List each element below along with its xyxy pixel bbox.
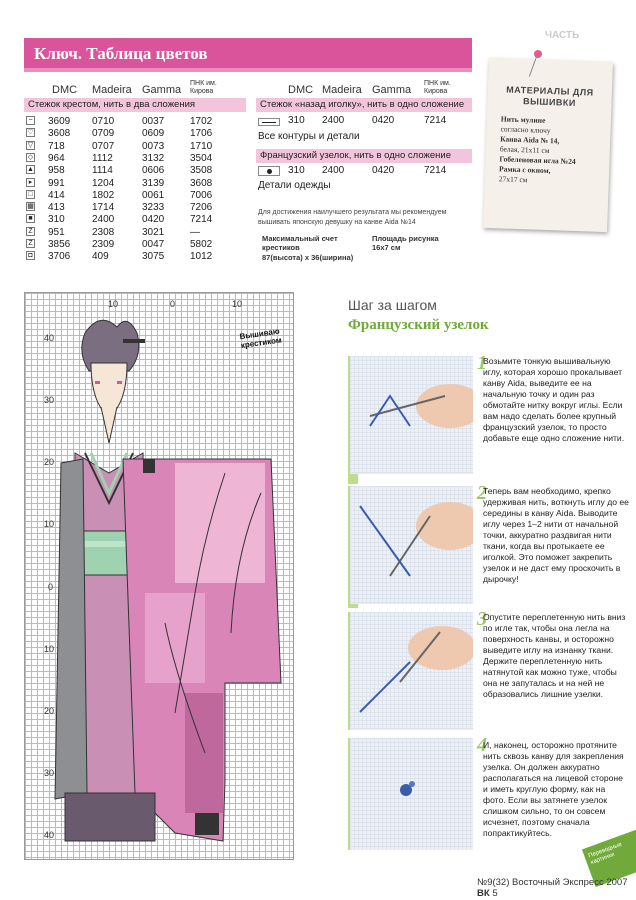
materials-line: согласно ключу bbox=[500, 124, 551, 136]
dmc-code: 413 bbox=[48, 202, 65, 214]
color-row bbox=[26, 116, 246, 128]
color-symbol: ■ bbox=[26, 214, 35, 223]
madeira-code: 1714 bbox=[92, 202, 115, 214]
pnk-code: 1012 bbox=[190, 251, 213, 263]
materials-title: МАТЕРИАЛЫ ДЛЯ ВЫШИВКИ bbox=[506, 84, 594, 108]
color-row bbox=[26, 214, 246, 226]
madeira-code: 2308 bbox=[92, 226, 115, 238]
color-row bbox=[26, 251, 246, 263]
dmc-code: 951 bbox=[48, 226, 65, 238]
left-tick: 10 bbox=[44, 644, 55, 654]
backstitch-dmc: 310 bbox=[288, 115, 305, 126]
gamma-code: 0609 bbox=[142, 128, 165, 140]
dmc-code: 414 bbox=[48, 189, 65, 201]
needle-photo bbox=[350, 612, 473, 730]
left-tick: 20 bbox=[44, 457, 55, 467]
pnk-code: — bbox=[190, 226, 200, 238]
color-row bbox=[26, 141, 246, 153]
step-title: Французский узелок bbox=[348, 317, 489, 333]
french-knot-gamma: 0420 bbox=[372, 165, 395, 176]
step-number: 4 bbox=[477, 734, 487, 756]
dmc-code: 958 bbox=[48, 165, 65, 177]
left-tick: 40 bbox=[44, 333, 55, 343]
french-knot-pnk: 7214 bbox=[424, 165, 447, 176]
materials-line: Гобеленовая игла №24 bbox=[499, 154, 576, 166]
backstitch-note: Все контуры и детали bbox=[258, 131, 360, 142]
gamma-code: 0420 bbox=[142, 214, 165, 226]
materials-text bbox=[499, 114, 601, 187]
pnk-code: 1710 bbox=[190, 140, 213, 152]
gamma-code: 3233 bbox=[142, 202, 165, 214]
madeira-code: 2309 bbox=[92, 239, 115, 250]
step-text: И, наконец, осторожно протяните нить сквозь канву для закрепления узелка. Он должен аккуратно располагаться на лицевой стороне и иметь круглую форму, как на фото. Если вы затянете узелок слишком сильно, то он совсем исчезнет, поэтому сначала попрактикуйтесь. bbox=[483, 740, 624, 838]
top-tick: 10 bbox=[232, 299, 243, 309]
color-symbol: Z bbox=[26, 239, 35, 248]
issue-info: №9(32) Восточный Экспресс 2007 bbox=[477, 877, 628, 888]
color-row bbox=[26, 227, 246, 239]
knot-photo bbox=[350, 738, 473, 850]
geisha-pattern bbox=[25, 293, 295, 861]
dmc-code: 3706 bbox=[48, 251, 71, 263]
color-symbol: ▲ bbox=[27, 166, 34, 174]
col-madeira: Madeira bbox=[92, 84, 132, 96]
gamma-code: 3021 bbox=[142, 226, 165, 238]
dmc-code: 310 bbox=[48, 214, 65, 226]
gamma-code: 0606 bbox=[142, 165, 165, 177]
madeira-code: 0707 bbox=[92, 140, 115, 152]
step-photo-2 bbox=[350, 486, 473, 604]
backstitch-pnk: 7214 bbox=[424, 115, 447, 126]
pnk-code: 7006 bbox=[190, 189, 213, 201]
max-count-value: 87(высота) х 36(ширина) bbox=[262, 253, 354, 262]
color-symbol: ▽ bbox=[27, 141, 34, 149]
pnk-code: 5802 bbox=[190, 239, 213, 250]
madeira-code: 1114 bbox=[92, 165, 113, 177]
fabric-tip: Для достижения наилучшего результата мы рекомендуем вышивать японскую девушку на канве Aida №14 bbox=[258, 209, 447, 226]
left-tick: 30 bbox=[44, 395, 55, 405]
page-number: 5 bbox=[492, 888, 498, 899]
col-gamma: Gamma bbox=[142, 84, 182, 96]
left-tick: 0 bbox=[48, 582, 54, 592]
pnk-code: 7206 bbox=[190, 202, 213, 214]
color-row bbox=[26, 190, 246, 202]
materials-line: белая, 21х11 см bbox=[499, 144, 550, 156]
color-symbol: ◇ bbox=[27, 153, 34, 161]
step-text: Опустите переплетенную нить вниз по игле так, чтобы она легла на поверхность канвы, и осторожно выведите иглу на изнанку ткани. Держите переплетенную нить натянутой как можно туже, чтобы она не запуталась и на ней не образовались лишние узелки. bbox=[483, 612, 626, 699]
madeira-code: 0709 bbox=[92, 128, 115, 140]
backstitch-symbol bbox=[258, 118, 280, 126]
color-symbol: Z bbox=[26, 227, 35, 236]
col-dmc-right: DMC bbox=[288, 84, 314, 96]
madeira-code: 409 bbox=[92, 251, 109, 263]
backstitch-madeira: 2400 bbox=[322, 115, 345, 126]
madeira-code: 1802 bbox=[92, 189, 115, 201]
madeira-code: 0710 bbox=[92, 116, 115, 127]
cross-stitch-label: Стежок крестом, нить в два сложения bbox=[24, 98, 246, 112]
pnk-code: 7214 bbox=[190, 214, 213, 226]
col-gamma-right: Gamma bbox=[372, 84, 412, 96]
left-tick: 30 bbox=[44, 768, 55, 778]
step-text: Теперь вам необходимо, крепко удерживая нить, воткнуть иглу до ее середины в канву Aida. Выводите иглу через 1–2 нити от начальной точки, аккуратно раздвигая нити ткани, когда вы протыкаете ее иголкой. Это поможет закрепить узелок и не даст ему проскочить в дырочку! bbox=[483, 486, 629, 584]
pnk-code: 3508 bbox=[190, 165, 213, 177]
dmc-code: 964 bbox=[48, 152, 65, 164]
key-title: Ключ. Таблица цветов bbox=[34, 44, 208, 63]
dmc-code: 3609 bbox=[48, 116, 71, 127]
step-photo-4 bbox=[350, 738, 473, 850]
color-row bbox=[26, 153, 246, 165]
max-count-label: Максимальный счет крестиков bbox=[262, 234, 338, 252]
footer-brand: ВК bbox=[477, 888, 490, 899]
madeira-code: 1112 bbox=[92, 152, 113, 164]
french-knot-symbol bbox=[258, 166, 280, 176]
pnk-code: 3608 bbox=[190, 177, 213, 189]
dmc-code: 718 bbox=[48, 140, 65, 152]
top-tick: 10 bbox=[108, 299, 119, 309]
madeira-code: 2400 bbox=[92, 214, 115, 226]
backstitch-gamma: 0420 bbox=[372, 115, 395, 126]
color-row bbox=[26, 165, 246, 177]
color-symbol: ▸ bbox=[26, 178, 35, 187]
step-number: 2 bbox=[477, 482, 487, 504]
col-dmc: DMC bbox=[52, 84, 78, 96]
materials-note bbox=[483, 58, 613, 232]
pnk-code: 1702 bbox=[190, 116, 213, 127]
gamma-code: 0047 bbox=[142, 239, 165, 250]
color-symbol: ~ bbox=[26, 116, 35, 125]
color-symbol: ♡ bbox=[27, 129, 34, 137]
needle-photo bbox=[350, 356, 473, 474]
color-row bbox=[26, 202, 246, 214]
col-pnk: ПНК им. Кирова bbox=[190, 80, 217, 95]
left-tick: 40 bbox=[44, 830, 55, 840]
area-label: Площадь рисунка bbox=[372, 234, 439, 243]
gamma-code: 3075 bbox=[142, 251, 165, 263]
pnk-code: 1706 bbox=[190, 128, 213, 140]
step-photo-3 bbox=[350, 612, 473, 730]
materials-line: Нить мулине bbox=[500, 114, 546, 125]
left-tick: 10 bbox=[44, 519, 55, 529]
color-symbol: ◘ bbox=[26, 251, 35, 260]
area-value: 16х7 см bbox=[372, 243, 401, 252]
color-symbol: □ bbox=[26, 190, 35, 199]
step-text: Возьмите тонкую вышивальную иглу, которая хорошо прокалывает канву Aida, выведите ее на начальную точку и один раз обмотайте нитку вокруг иглы. Если вам надо сделать более крупный французский узелок, то просто добавьте еще одно сложение нити. bbox=[483, 356, 625, 443]
gamma-code: 0073 bbox=[142, 140, 165, 152]
materials-line: 27х17 см bbox=[498, 174, 528, 185]
pnk-code: 3504 bbox=[190, 152, 213, 164]
cross-stitch-chart bbox=[24, 292, 294, 860]
color-row bbox=[26, 239, 246, 251]
left-tick: 20 bbox=[44, 706, 55, 716]
corner-badge[interactable]: Переводные картинки bbox=[582, 829, 636, 887]
col-pnk-right: ПНК им. Кирова bbox=[424, 80, 451, 95]
madeira-code: 1204 bbox=[92, 177, 115, 189]
step-number: 3 bbox=[477, 608, 487, 630]
french-knot-note: Детали одежды bbox=[258, 180, 331, 191]
french-knot-label: Французский узелок, нить в одно сложение bbox=[256, 149, 472, 163]
backstitch-label: Стежок «назад иголку», нить в одно сложение bbox=[256, 98, 472, 112]
materials-line: Рамка с окном, bbox=[498, 164, 551, 176]
pin-icon bbox=[534, 50, 542, 58]
gamma-code: 3139 bbox=[142, 177, 165, 189]
brand-tag: Вышиваю крестиком bbox=[239, 326, 283, 351]
ghost-heading: ЧАСТЬ bbox=[545, 30, 580, 41]
dmc-code: 991 bbox=[48, 177, 65, 189]
french-knot-madeira: 2400 bbox=[322, 165, 345, 176]
materials-line: Канва Aida № 14, bbox=[500, 134, 560, 146]
color-row bbox=[26, 128, 246, 140]
step-heading: Шаг за шагом bbox=[348, 297, 437, 313]
color-row bbox=[26, 178, 246, 190]
top-tick: 0 bbox=[170, 299, 176, 309]
key-header-underline bbox=[24, 68, 472, 72]
color-symbol: ▦ bbox=[27, 203, 34, 211]
french-knot-dmc: 310 bbox=[288, 165, 305, 176]
step-number: 1 bbox=[477, 352, 487, 374]
step-photo-1 bbox=[350, 356, 473, 474]
gamma-code: 0037 bbox=[142, 116, 165, 127]
page-footer bbox=[477, 877, 636, 899]
needle-photo bbox=[350, 486, 473, 604]
gamma-code: 0061 bbox=[142, 189, 165, 201]
gamma-code: 3132 bbox=[142, 152, 165, 164]
dmc-code: 3608 bbox=[48, 128, 71, 140]
col-madeira-right: Madeira bbox=[322, 84, 362, 96]
dmc-code: 3856 bbox=[48, 239, 71, 250]
